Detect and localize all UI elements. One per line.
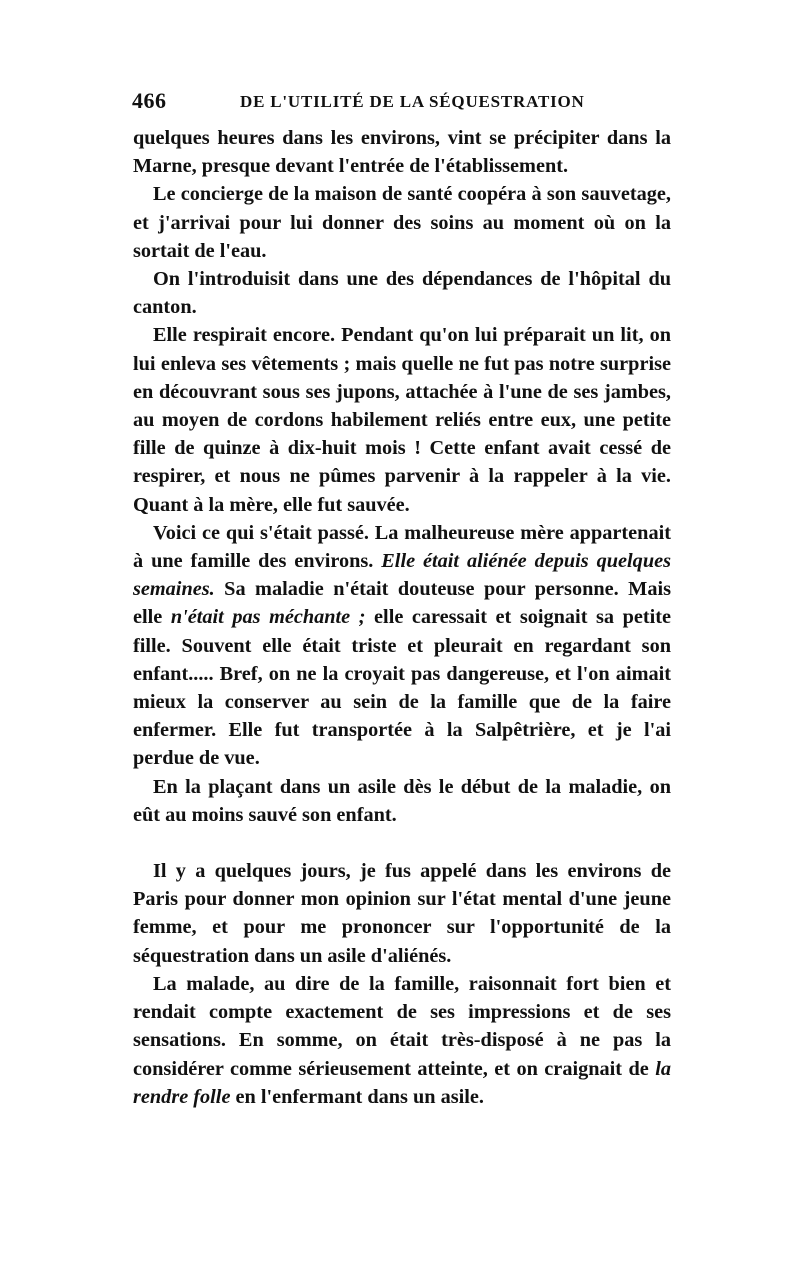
text-run: Sa maladie n'était douteuse pour personne. Mais elle (133, 578, 671, 629)
body-text (133, 124, 671, 1111)
text-run: Le concierge de la maison de santé coopéra à son sauvetage, et j'arrivai pour lui donner des soins au moment où on la sortait de l'eau. (133, 183, 671, 262)
text-run: en l'enfermant dans un asile. (230, 1085, 484, 1108)
paragraph (133, 265, 671, 321)
italic-text: Elle était aliénée depuis quelques semaines. (133, 550, 671, 601)
running-title: DE L'UTILITÉ DE LA SÉQUESTRATION (240, 92, 585, 111)
paragraph (133, 519, 671, 773)
text-run: quelques heures dans les environs, vint se précipiter dans la Marne, presque devant l'entrée de l'établissement. (133, 127, 671, 178)
paragraph (133, 180, 671, 265)
text-run: La malade, au dire de la famille, raisonnait fort bien et rendait compte exactement de ses impressions et de ses sensations. En somme, on était très-disposé à ne pas la considérer comme sérieusement atteinte, et on craignait de (133, 972, 671, 1080)
text-run: elle caressait et soignait sa petite fille. Souvent elle était triste et pleurait en regardant son enfant..... Bref, on ne la croyait pas dangereuse, et l'on aimait mieux la conserver au sein de la famille que de la faire enfermer. Elle fut transportée à la Salpêtrière, et je l'ai perdue de vue. (133, 606, 672, 770)
paragraph (133, 124, 671, 180)
paragraph (133, 857, 671, 970)
text-run: En la plaçant dans un asile dès le début de la maladie, on eût au moins sauvé son enfant. (133, 775, 671, 826)
text-run: Elle respirait encore. Pendant qu'on lui préparait un lit, on lui enleva ses vêtements ; mais quelle ne fut pas notre surprise en découvrant sous ses jupons, attachée à l'une de ses jambes, au moyen de cordons habilement reliés entre eux, une petite fille de quinze à dix-huit mois ! Cette enfant avait cessé de respirer, et nous ne pûmes parvenir à la rappeler à la vie. Quant à la mère, elle fut sauvée. (133, 324, 671, 516)
page-header (132, 88, 672, 118)
italic-text: n'était pas méchante ; (170, 606, 366, 629)
paragraph (133, 321, 671, 518)
text-run: Voici ce qui s'était passé. La malheureuse mère appartenait à une famille des environs. (133, 521, 671, 573)
paragraph (133, 773, 671, 829)
paragraph (133, 970, 671, 1111)
text-run: On l'introduisit dans une des dépendances de l'hôpital du canton. (133, 268, 671, 319)
italic-text: la rendre folle (133, 1057, 671, 1108)
text-run: Il y a quelques jours, je fus appelé dans les environs de Paris pour donner mon opinion sur l'état mental d'une jeune femme, et pour me prononcer sur l'opportunité de la séquestration dans un asile d'aliénés. (133, 860, 671, 967)
page-number: 466 (132, 88, 167, 113)
